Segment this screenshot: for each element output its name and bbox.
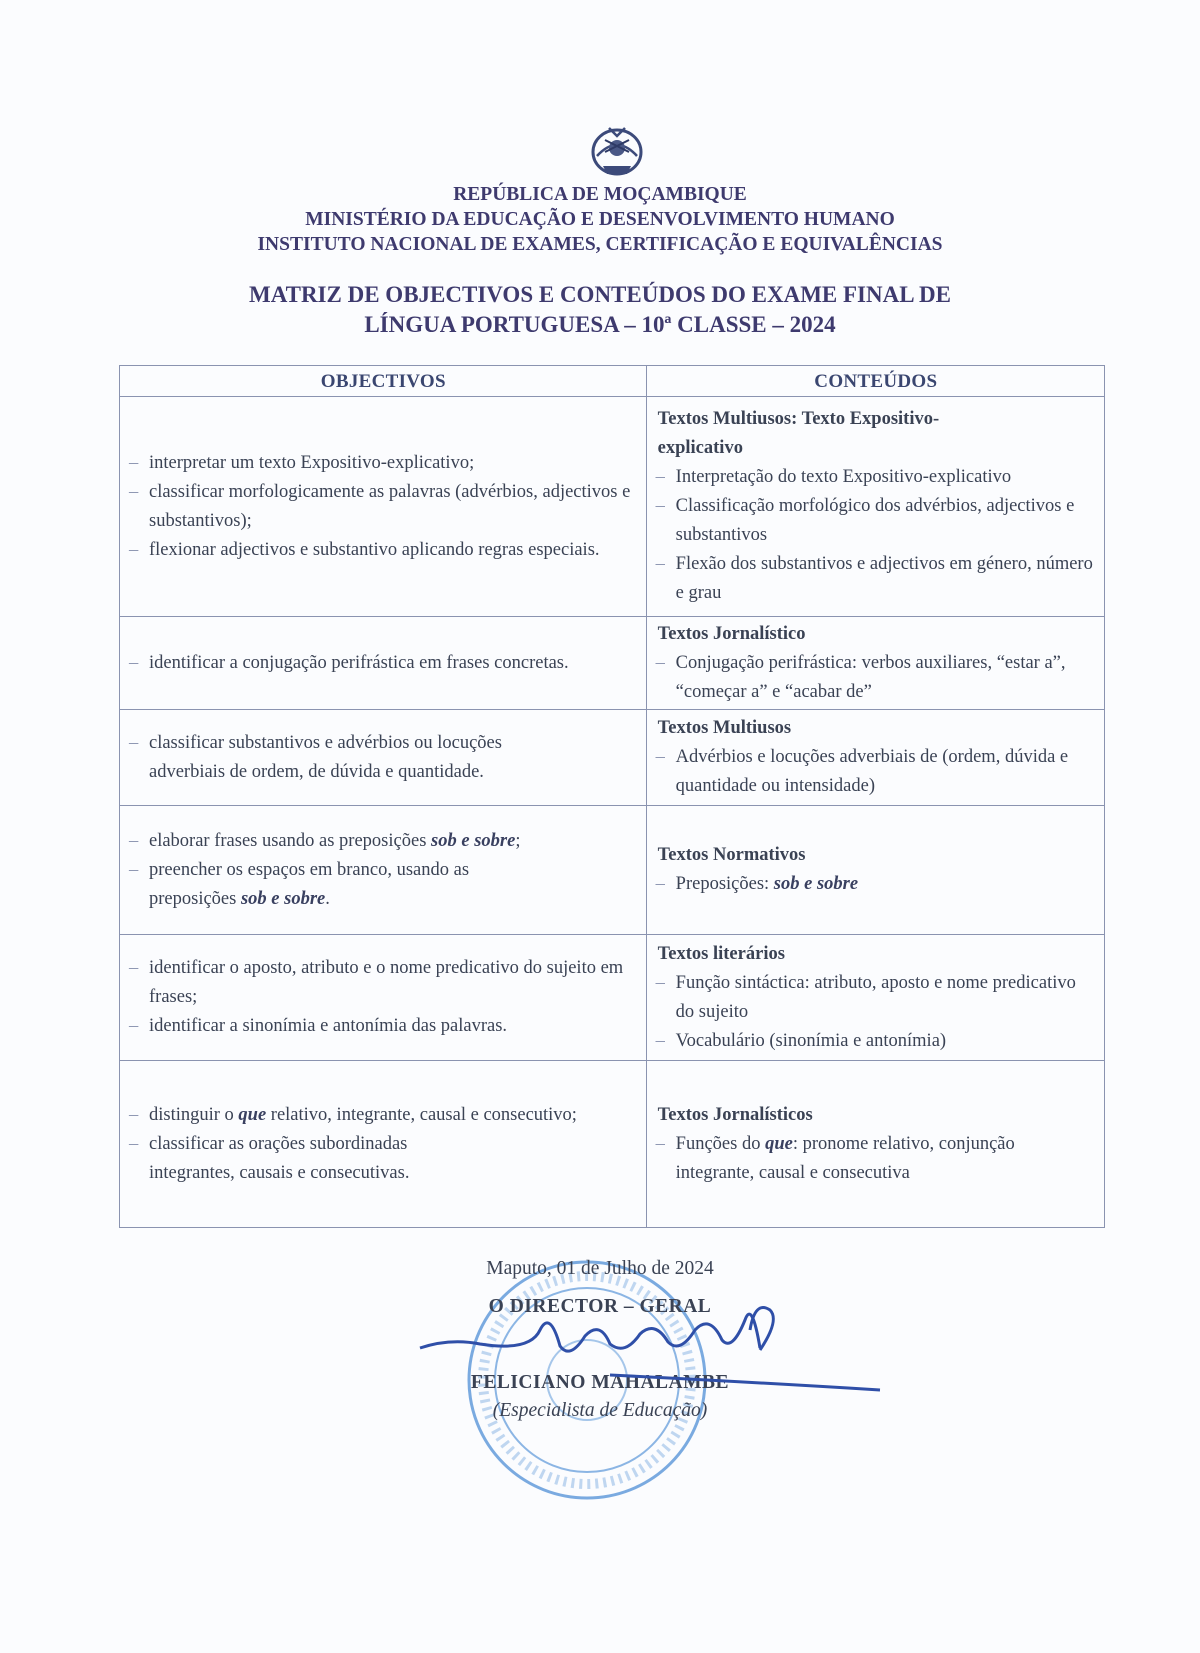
table-row — [120, 710, 1105, 806]
content-item: – Flexão dos substantivos e adjectivos em género, número e grau — [655, 554, 1093, 603]
keyword: sob e sobre — [773, 874, 859, 894]
place-date: Maputo, 01 de Julho de 2024 — [486, 1258, 714, 1279]
header-institute: INSTITUTO NACIONAL DE EXAMES, CERTIFICAÇÃO E EQUIVALÊNCIAS — [257, 234, 943, 255]
objective-item: – identificar a sinonímia e antonímia das palavras. — [129, 1016, 508, 1036]
contents-cell — [646, 710, 1104, 806]
content-item: – Advérbios e locuções adverbiais de (ordem, dúvida e quantidade ou intensidade) — [655, 747, 1069, 796]
table-row — [120, 397, 1105, 617]
content-title: Textos Normativos — [657, 845, 806, 865]
contents-cell — [646, 806, 1104, 935]
objectives-cell — [120, 397, 647, 617]
table-row — [120, 617, 1105, 710]
content-title: Textos Multiusos: Texto Expositivo-explicativo — [657, 409, 940, 458]
content-item: – Classificação morfológico dos advérbios, adjectivos e substantivos — [655, 496, 1075, 545]
column-header-objectives: OBJECTIVOS — [120, 366, 647, 397]
keyword: que — [238, 1104, 267, 1125]
coat-of-arms-icon — [587, 122, 647, 180]
keyword: sob e sobre — [431, 830, 516, 851]
content-item: – Conjugação perifrástica: verbos auxiliares, “estar a”, “começar a” e “acabar de” — [655, 652, 1066, 702]
director-name: FELICIANO MAHALAMBE — [470, 1372, 730, 1393]
director-role: O DIRECTOR – GERAL — [488, 1296, 712, 1317]
objectives-cell — [120, 1061, 647, 1228]
content-title: Textos Jornalísticos — [657, 1104, 813, 1125]
objectives-contents-table — [119, 365, 1105, 1228]
column-header-contents: CONTEÚDOS — [646, 366, 1104, 397]
objective-item: – interpretar um texto Expositivo-explicativo; — [129, 452, 475, 473]
content-title: Textos literários — [657, 943, 785, 964]
table-row — [120, 935, 1105, 1061]
contents-cell — [646, 397, 1104, 617]
table-header-row — [120, 366, 1105, 397]
handwritten-signature-icon — [410, 1290, 900, 1400]
director-specialty: (Especialista de Educação) — [492, 1400, 708, 1421]
objective-item: – classificar substantivos e advérbios ou locuções adverbiais de ordem, de dúvida e quantidade. — [129, 732, 502, 782]
objective-item: – elaborar frases usando as preposições sob e sobre; — [129, 830, 521, 851]
content-item: – Funções do que: pronome relativo, conjunção integrante, causal e consecutiva — [655, 1133, 1015, 1183]
keyword: sob e sobre — [240, 888, 326, 909]
objective-item: – classificar morfologicamente as palavras (advérbios, adjectivos e substantivos); — [129, 481, 631, 531]
objective-item: – preencher os espaços em branco, usando as preposições sob e sobre. — [129, 859, 470, 909]
objective-item: – distinguir o que relativo, integrante, causal e consecutivo; — [129, 1104, 577, 1125]
table-row — [120, 806, 1105, 935]
content-item: – Interpretação do texto Expositivo-explicativo — [655, 467, 1012, 487]
content-item: – Vocabulário (sinonímia e antonímia) — [655, 1030, 947, 1051]
header-ministry: MINISTÉRIO DA EDUCAÇÃO E DESENVOLVIMENTO HUMANO — [305, 209, 895, 230]
title-line-1: MATRIZ DE OBJECTIVOS E CONTEÚDOS DO EXAME FINAL DE — [249, 282, 951, 307]
objectives-cell — [120, 935, 647, 1061]
content-item: – Função sintáctica: atributo, aposto e nome predicativo do sujeito — [655, 972, 1076, 1022]
objectives-cell — [120, 617, 647, 710]
content-title: Textos Multiusos — [657, 718, 792, 738]
header-republic: REPÚBLICA DE MOÇAMBIQUE — [453, 184, 747, 205]
keyword: que — [765, 1133, 793, 1154]
title-line-2: LÍNGUA PORTUGUESA – 10ª CLASSE – 2024 — [364, 312, 836, 337]
objective-item: – identificar a conjugação perifrástica em frases concretas. — [129, 652, 569, 673]
objective-item: – flexionar adjectivos e substantivo aplicando regras especiais. — [129, 539, 600, 560]
objectives-cell — [120, 806, 647, 935]
contents-cell — [646, 617, 1104, 710]
objectives-cell — [120, 710, 647, 806]
institution-header — [0, 182, 1200, 257]
contents-cell — [646, 1061, 1104, 1228]
content-item: – Preposições: sob e sobre — [655, 874, 859, 894]
objective-item: – identificar o aposto, atributo e o nome predicativo do sujeito em frases; — [129, 958, 624, 1007]
table-row — [120, 1061, 1105, 1228]
content-title: Textos Jornalístico — [657, 623, 806, 644]
document-title — [0, 280, 1200, 340]
contents-cell — [646, 935, 1104, 1061]
objective-item: – classificar as orações subordinadas integrantes, causais e consecutivas. — [129, 1133, 410, 1183]
